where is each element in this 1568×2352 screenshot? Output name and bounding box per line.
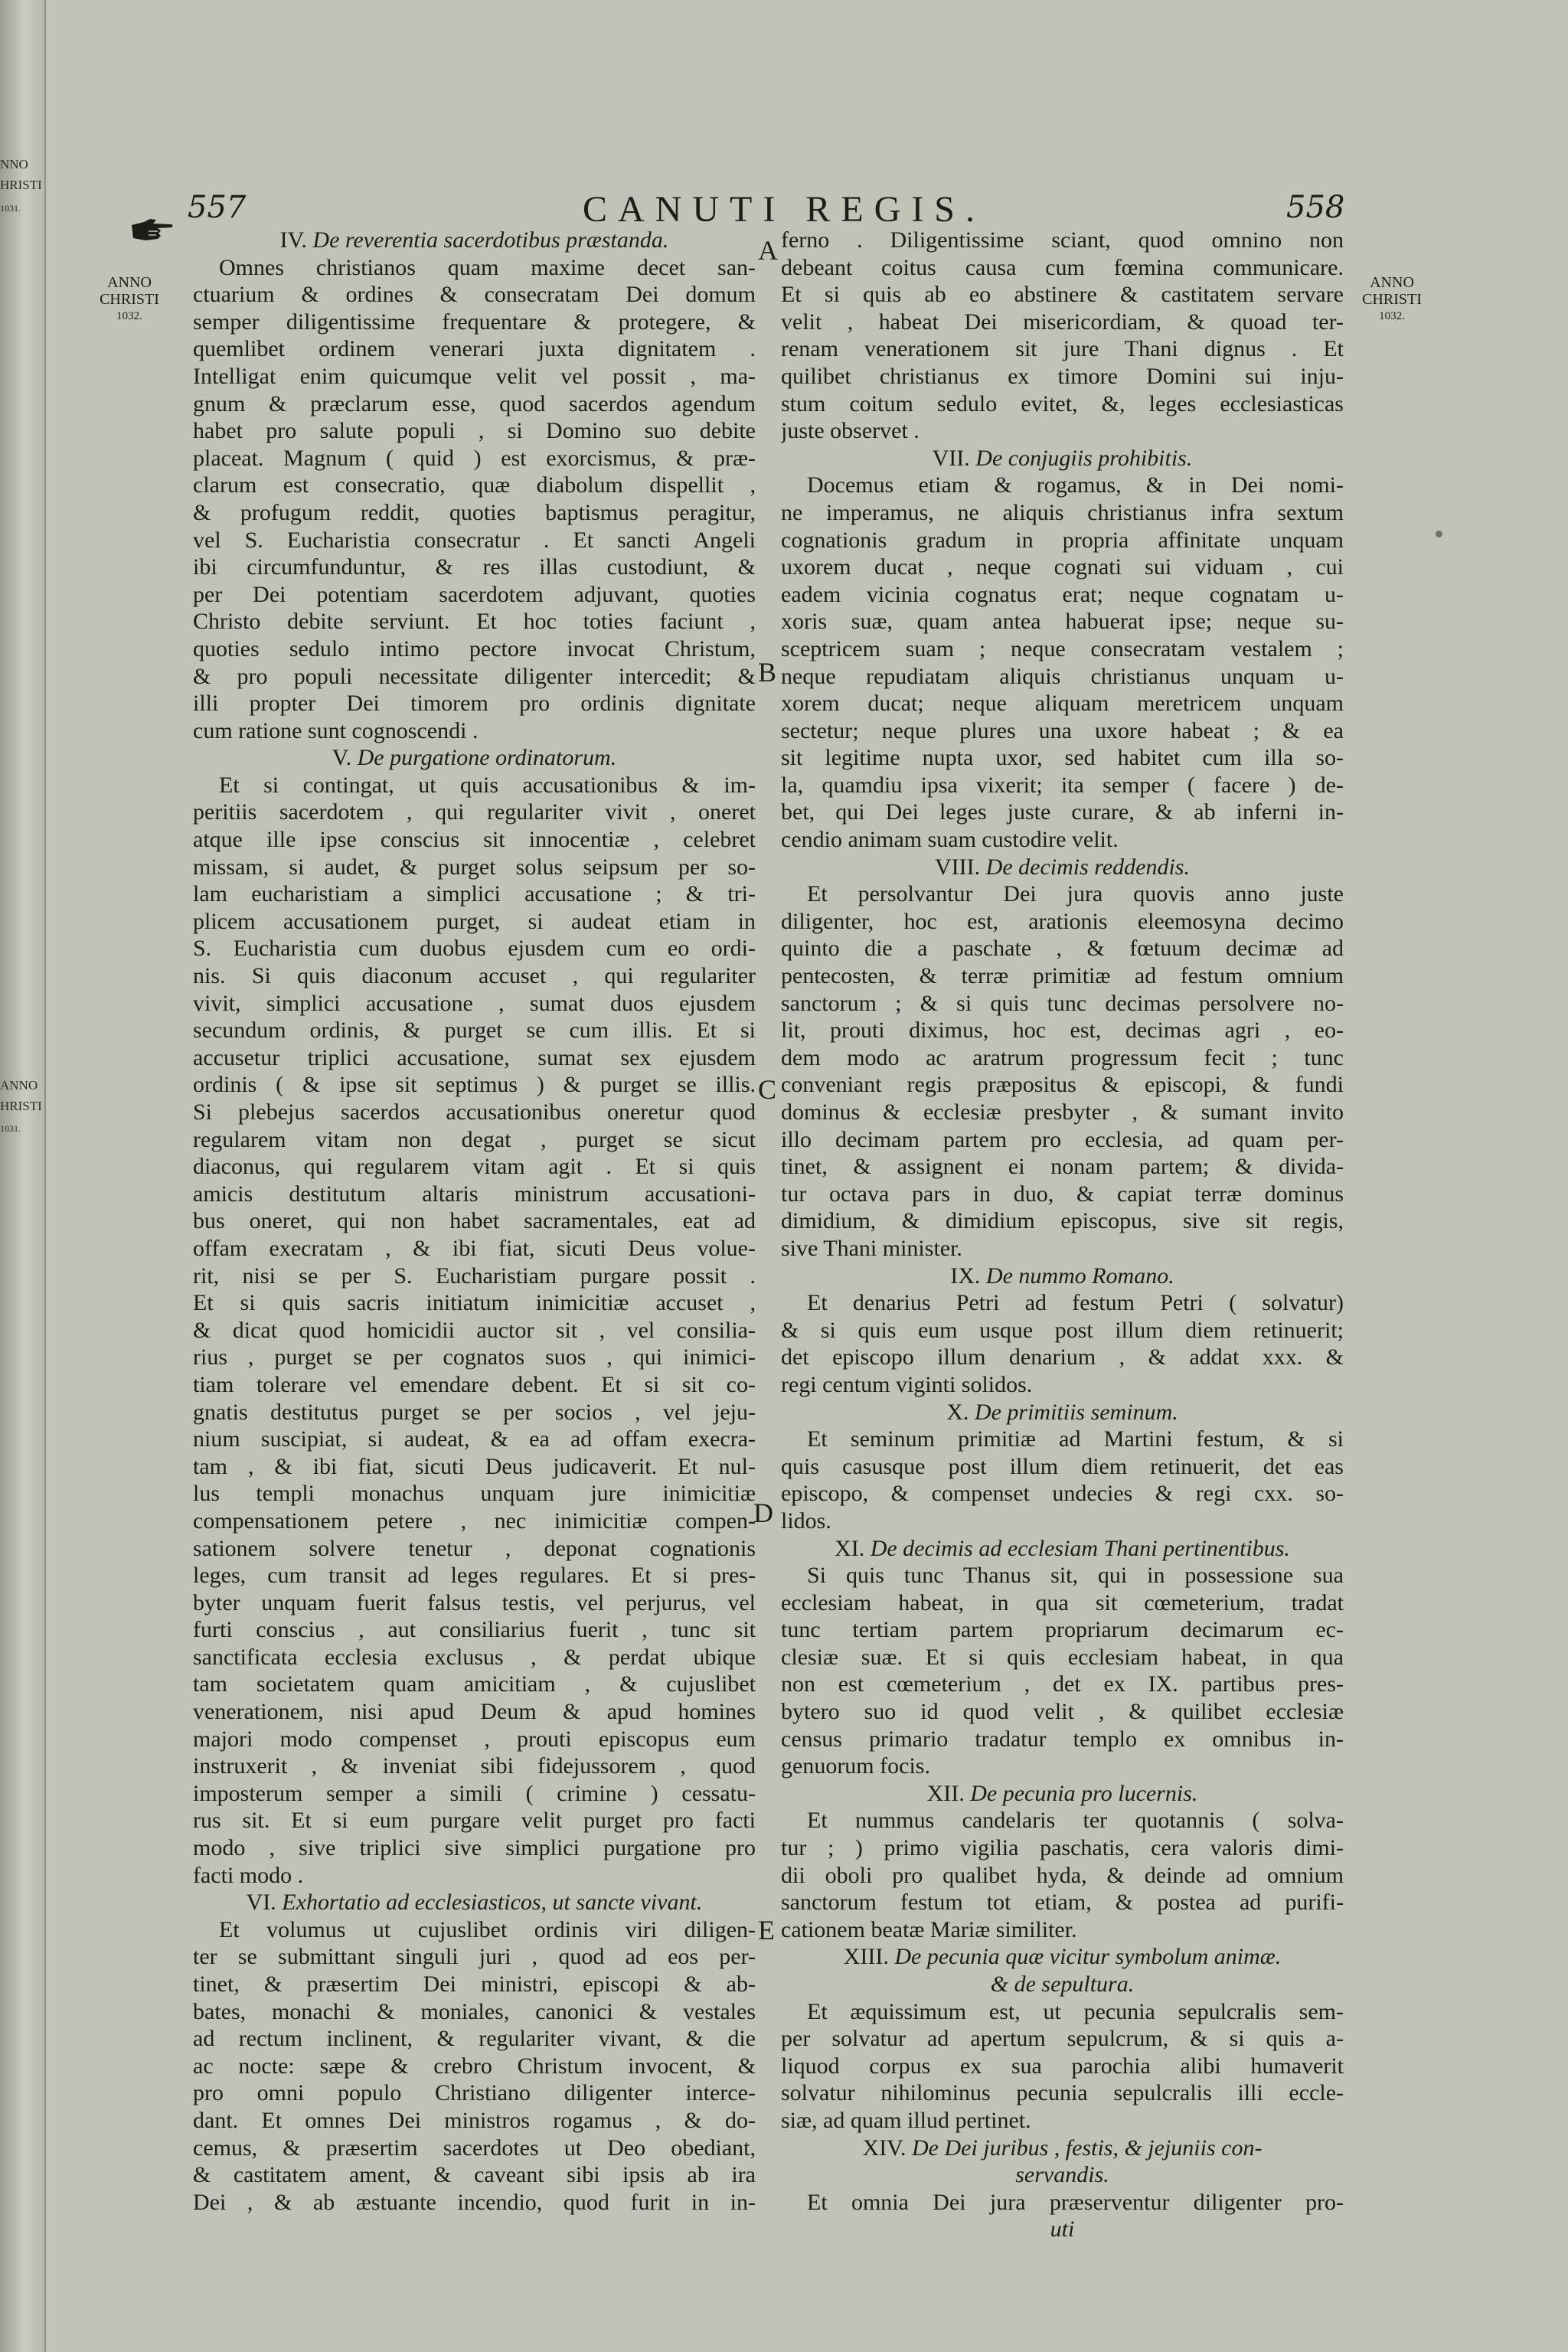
text-line: quilibet christianus ex timore Domini sui inju- <box>781 363 1344 389</box>
text-line: Intelligat enim quicumque velit vel possit , ma- <box>193 363 756 389</box>
text-line: bus oneret, qui non habet sacramentales, eat ad <box>193 1208 756 1234</box>
section-letter: E <box>758 1915 775 1945</box>
edge-note: NNO <box>0 157 28 172</box>
previous-page-edge <box>0 0 46 2352</box>
text-line: quis casusque post illum diem retinuerit, det eas <box>781 1453 1344 1479</box>
text-line: conveniant regis præpositus & episcopi, & fundi <box>781 1072 1344 1098</box>
text-line: quinto die a paschate , & fœtuum decimæ ad <box>781 936 1344 962</box>
text-line: Et persolvantur Dei jura quovis anno juste <box>807 881 1344 907</box>
text-line: sceptricem suam ; neque consecratam vestalem ; <box>781 635 1344 662</box>
text-line: lam eucharistiam a simplici accusatione ; & tri- <box>193 881 756 907</box>
text-line: secundum ordinis, & purget se cum illis. Et si <box>193 1018 756 1044</box>
section-letter: A <box>758 235 778 266</box>
edge-note: HRISTI <box>0 1099 42 1113</box>
text-line: semper diligentissime frequentare & protegere, & <box>193 309 756 335</box>
section-letter: D <box>753 1498 773 1528</box>
text-line: Et si contingat, ut quis accusationibus & im- <box>219 772 756 798</box>
section-heading <box>781 854 1344 881</box>
text-line: sanctorum festum tot etiam, & postea ad purifi- <box>781 1890 1344 1916</box>
text-line: illo decimam partem pro ecclesia, ad quam per- <box>781 1126 1344 1152</box>
text-line: debeant coitus causa cum fœmina communicare. <box>781 254 1344 280</box>
text-line: sectetur; neque plures una uxore habeat ; & ea <box>781 717 1344 743</box>
text-line: lus templi monachus unquam jure inimicitiæ <box>193 1481 756 1507</box>
text-line: Si plebejus sacerdos accusationibus oneretur quod <box>193 1099 756 1125</box>
text-line: clesiæ suæ. Et si quis ecclesiam habeat, in qua <box>781 1644 1344 1670</box>
text-line: dem modo ac aratrum progressum fecit ; tunc <box>781 1044 1344 1070</box>
text-line: det episcopo illum denarium , & addat xxx. & <box>781 1344 1344 1370</box>
text-line: missam, si audet, & purget solus seipsum per so- <box>193 854 756 880</box>
text-line: neque repudiatam aliquis christianus unquam u- <box>781 663 1344 689</box>
text-line: ibi circumfunduntur, & res illas custodiunt, & <box>193 554 756 580</box>
text-line: imposterum semper a simili ( crimine ) cessatu- <box>193 1780 756 1806</box>
text-line: majori modo compenset , prouti episcopus eum <box>193 1726 756 1752</box>
margin-note-year: 1032. <box>116 310 142 322</box>
section-heading <box>781 1263 1344 1290</box>
text-line: ad rectum inclinent, & regulariter vivant, & die <box>193 2026 756 2052</box>
text-line: Et nummus candelaris ter quotannis ( solva- <box>807 1808 1344 1834</box>
text-line: tunc tertiam partem propriarum decimarum ec- <box>781 1617 1344 1643</box>
left-column <box>193 227 756 2216</box>
section-title: servandis. <box>1015 2162 1109 2188</box>
edge-note: 1031. <box>0 203 21 214</box>
text-line: tinet, & assignent ei nonam partem; & divida- <box>781 1154 1344 1180</box>
text-line: tam , & ibi fiat, sicuti Deus judicaverit. Et nul- <box>193 1453 756 1479</box>
text-line: placeat. Magnum ( quid ) est exorcismus, & præ- <box>193 445 756 471</box>
section-heading <box>193 744 756 772</box>
margin-note-line: ANNO <box>107 274 152 291</box>
section-number: X. <box>946 1399 969 1425</box>
text-line: & dicat quod homicidii auctor sit , vel consilia- <box>193 1317 756 1343</box>
section-title: & de sepultura. <box>990 1971 1135 1997</box>
section-number: VII. <box>932 445 970 471</box>
text-line: dimidium, & dimidium episcopus, sive sit regis, <box>781 1208 1344 1234</box>
text-line: gnatis destitutus purget se per socios , vel jeju- <box>193 1399 756 1425</box>
text-line: bates, monachi & moniales, canonici & vestales <box>193 1998 756 2024</box>
edge-note: ANNO <box>0 1078 38 1093</box>
text-line: xorem ducat; neque aliquam meretricem unquam <box>781 691 1344 717</box>
text-line: quemlibet ordinem venerari juxta dignitatem . <box>193 336 756 362</box>
text-line: accusetur triplici accusatione, sumat sex ejusdem <box>193 1044 756 1070</box>
text-line: sanctificata ecclesia exclusus , & perdat ubique <box>193 1644 756 1670</box>
text-line: dant. Et omnes Dei ministros rogamus , & do- <box>193 2107 756 2133</box>
text-line: juste observet . <box>781 418 920 444</box>
section-number: VIII. <box>935 854 981 880</box>
section-title: De primitiis seminum. <box>974 1399 1178 1425</box>
text-line: & si quis eum usque post illum diem retinuerit; <box>781 1317 1344 1343</box>
section-number: XIV. <box>862 2135 906 2161</box>
section-number: IX. <box>950 1263 981 1289</box>
section-number: XIII. <box>843 1944 889 1970</box>
text-line: renam venerationem sit jure Thani dignus . Et <box>781 336 1344 362</box>
text-line: per Dei potentiam sacerdotem adjuvant, quoties <box>193 581 756 607</box>
section-title: De reverentia sacerdotibus præstanda. <box>312 227 669 253</box>
text-line: Docemus etiam & rogamus, & in Dei nomi- <box>807 472 1344 498</box>
text-line: offam execratam , & ibi fiat, sicuti Deus volue- <box>193 1235 756 1261</box>
section-title: uti <box>1050 2216 1075 2243</box>
text-line: vivit, simplici accusatione , sumat duos ejusdem <box>193 990 756 1016</box>
text-line: solvatur nihilominus pecunia sepulcralis illi eccle- <box>781 2080 1344 2106</box>
section-number: IV. <box>279 227 307 253</box>
text-line: dii oboli pro qualibet hyda, & deinde ad omnium <box>781 1862 1344 1888</box>
text-line: ecclesiam habeat, in qua sit cœmeterium, tradat <box>781 1589 1344 1615</box>
text-line: velit , habeat Dei misericordiam, & quoad ter- <box>781 309 1344 335</box>
text-line: tiam tolerare vel emendare debent. Et si sit co- <box>193 1371 756 1397</box>
page-number-right: 558 <box>1286 190 1345 225</box>
text-line: xoris suæ, quam antea habuerat ipse; neque su- <box>781 609 1344 635</box>
text-line: amicis destitutum altaris ministrum accusationi- <box>193 1181 756 1207</box>
section-heading <box>781 1535 1344 1563</box>
text-line: episcopo, & compenset undecies & regi cxx. so- <box>781 1481 1344 1507</box>
text-line: clarum est consecratio, quæ diabolum dispellit , <box>193 472 756 498</box>
text-line: venerationem, nisi apud Deum & apud homines <box>193 1699 756 1725</box>
text-line: la, quamdiu ipsa vixerit; ita semper ( facere ) de- <box>781 772 1344 798</box>
text-line: ctuarium & ordines & consecratam Dei domum <box>193 282 756 308</box>
text-line: Omnes christianos quam maxime decet san- <box>219 254 756 280</box>
page-title: CANUTI REGIS. <box>583 189 985 230</box>
text-line: & profugum reddit, quoties baptismus peragitur, <box>193 499 756 525</box>
text-line: cum ratione sunt cognoscendi . <box>193 717 479 743</box>
section-heading <box>781 1780 1344 1808</box>
section-heading <box>781 445 1344 472</box>
text-line: leges, cum transit ad leges regulares. Et si pres- <box>193 1563 756 1589</box>
text-line: byter unquam fuerit falsus testis, vel perjurus, vel <box>193 1589 756 1615</box>
text-line: liquod corpus ex sua parochia alibi humaverit <box>781 2053 1344 2079</box>
text-line: Et seminum primitiæ ad Martini festum, & si <box>807 1426 1344 1452</box>
section-letter: C <box>758 1074 777 1105</box>
text-line: eadem vicinia cognatus erat; neque cognatam u- <box>781 581 1344 607</box>
text-line: regularem vitam non degat , purget se sicut <box>193 1126 756 1152</box>
text-line: sive Thani minister. <box>781 1235 962 1261</box>
pointing-hand-icon <box>130 217 175 243</box>
section-heading <box>781 2216 1344 2243</box>
section-number: VI. <box>246 1890 276 1916</box>
text-line: & castitatem ament, & caveant sibi ipsis ab ira <box>193 2162 756 2188</box>
text-line: & pro populi necessitate diligenter intercedit; & <box>193 663 756 689</box>
text-line: nium suscipiat, si audeat, & ea ad offam execra- <box>193 1426 756 1452</box>
text-line: ter se submittant singuli juri , quod ad eos per- <box>193 1944 756 1970</box>
text-line: sanctorum ; & si quis tunc decimas persolvere no- <box>781 990 1344 1016</box>
section-title: De pecunia quæ vicitur symbolum animæ. <box>894 1944 1282 1970</box>
section-number: V. <box>332 745 352 771</box>
text-line: Christo debite serviunt. Et hoc toties faciunt , <box>193 609 756 635</box>
text-line: Et si quis ab eo abstinere & castitatem servare <box>781 282 1344 308</box>
text-line: plicem accusationem purget, si audeat etiam in <box>193 908 756 934</box>
section-title: De nummo Romano. <box>985 1263 1174 1289</box>
text-line: cationem beatæ Mariæ similiter. <box>781 1916 1077 1942</box>
text-line: cendio animam suam custodire velit. <box>781 827 1119 853</box>
text-line: modo , sive triplici sive simplici purgatione pro <box>193 1835 756 1861</box>
section-title: De decimis reddendis. <box>985 854 1190 880</box>
section-number: XI. <box>835 1535 865 1561</box>
text-line: ordinis ( & ipse sit septimus ) & purget se illis. <box>193 1072 756 1098</box>
text-line: cemus, & præsertim sacerdotes ut Deo obediant, <box>193 2135 756 2161</box>
edge-note: 1031. <box>0 1123 21 1134</box>
margin-note-line: CHRISTI <box>1362 291 1422 308</box>
text-line: diaconus, qui regularem vitam agit . Et si quis <box>193 1154 756 1180</box>
text-line: stum coitum sedulo evitet, &, leges ecclesiasticas <box>781 390 1344 416</box>
text-line: regi centum viginti solidos. <box>781 1371 1033 1397</box>
section-heading <box>781 1943 1344 1971</box>
text-line: facti modo . <box>193 1862 304 1888</box>
text-line: compensationem petere , nec inimicitiæ compen- <box>193 1508 756 1534</box>
text-line: per solvatur ad apertum sepulcrum, & si quis a- <box>781 2026 1344 2052</box>
text-line: sationem solvere tenetur , deponat cognationis <box>193 1535 756 1561</box>
text-line: cognationis gradum in propria affinitate unquam <box>781 527 1344 553</box>
section-heading <box>781 2161 1344 2189</box>
text-line: furti conscius , aut consiliarius fuerit , tunc sit <box>193 1617 756 1643</box>
text-line: bet, qui Dei leges juste curare, & ab inferni in- <box>781 799 1344 825</box>
text-line: genuorum focis. <box>781 1753 930 1779</box>
text-line: ac nocte: sæpe & crebro Christum invocent, & <box>193 2053 756 2079</box>
margin-note-year: 1032. <box>1379 310 1405 322</box>
text-line: Et si quis sacris initiatum inimicitiæ accuset , <box>193 1290 756 1316</box>
text-line: pro omni populo Christiano diligenter interce- <box>193 2080 756 2106</box>
text-line: ne imperamus, ne aliquis christianus infra sextum <box>781 499 1344 525</box>
text-line: tam societatem quam amicitiam , & cujuslibet <box>193 1671 756 1697</box>
text-line: rit, nisi se per S. Eucharistiam purgare possit . <box>193 1263 756 1289</box>
text-line: illi propter Dei timorem pro ordinis dignitate <box>193 691 756 717</box>
section-title: De conjugiis prohibitis. <box>975 445 1193 471</box>
text-line: Et denarius Petri ad festum Petri ( solvatur) <box>807 1290 1344 1316</box>
section-title: De Dei juribus , festis, & jejuniis con- <box>911 2135 1263 2161</box>
text-line: S. Eucharistia cum duobus ejusdem cum eo ordi- <box>193 936 756 962</box>
text-line: bytero suo id quod velit , & quilibet ecclesiæ <box>781 1699 1344 1725</box>
text-line: diligenter, hoc est, arationis eleemosyna decimo <box>781 908 1344 934</box>
text-line: rius , purget se per cognatos suos , qui inimici- <box>193 1344 756 1370</box>
text-line: quoties sedulo intimo pectore invocat Christum, <box>193 635 756 662</box>
section-title: De decimis ad ecclesiam Thani pertinentibus. <box>870 1535 1290 1561</box>
text-line: pentecosten, & terræ primitiæ ad festum omnium <box>781 963 1344 989</box>
text-line: peritiis sacerdotem , qui regulariter vivit , oneret <box>193 799 756 825</box>
page-number-left: 557 <box>188 190 247 225</box>
text-line: tinet, & præsertim Dei ministri, episcopi & ab- <box>193 1971 756 1997</box>
margin-note-line: ANNO <box>1370 274 1414 291</box>
text-line: dominus & ecclesiæ presbyter , & sumant invito <box>781 1099 1344 1125</box>
text-line: tur octava pars in duo, & capiat terræ dominus <box>781 1181 1344 1207</box>
text-line: siæ, ad quam illud pertinet. <box>781 2107 1031 2133</box>
text-line: Et volumus ut cujuslibet ordinis viri diligen- <box>219 1916 756 1942</box>
text-line: rus sit. Et si eum purgare velit purget pro facti <box>193 1808 756 1834</box>
section-title: Exhortatio ad ecclesiasticos, ut sancte vivant. <box>282 1890 703 1916</box>
section-heading <box>781 1399 1344 1426</box>
section-heading <box>781 2135 1344 2162</box>
text-line: Et omnia Dei jura præserventur diligenter pro- <box>807 2189 1344 2215</box>
text-line: nis. Si quis diaconum accuset , qui regulariter <box>193 963 756 989</box>
right-column <box>781 227 1344 2243</box>
paper-speck <box>1436 531 1442 537</box>
section-heading <box>193 1889 756 1916</box>
edge-note: HRISTI <box>0 178 42 192</box>
section-number: XII. <box>926 1780 965 1806</box>
section-heading <box>193 227 756 254</box>
text-line: lit, prouti diximus, hoc est, decimas agri , eo- <box>781 1018 1344 1044</box>
margin-note-left <box>87 274 172 325</box>
text-line: tur ; ) primo vigilia paschatis, cera valoris dimi- <box>781 1835 1344 1861</box>
text-line: vel S. Eucharistia consecratur . Et sancti Angeli <box>193 527 756 553</box>
margin-note-line: CHRISTI <box>100 291 159 308</box>
section-letter: B <box>758 657 777 688</box>
section-heading <box>781 1971 1344 1998</box>
text-line: atque ille ipse conscius sit innocentiæ , celebret <box>193 827 756 853</box>
text-line: lidos. <box>781 1508 831 1534</box>
text-line: instruxerit , & inveniat sibi fidejussorem , quod <box>193 1753 756 1779</box>
text-line: gnum & præclarum esse, quod sacerdos agendum <box>193 390 756 416</box>
section-title: De purgatione ordinatorum. <box>357 745 617 771</box>
text-line: Et æquissimum est, ut pecunia sepulcralis sem- <box>807 1998 1344 2024</box>
section-title: De pecunia pro lucernis. <box>970 1780 1198 1806</box>
text-line: Dei , & ab æstuante incendio, quod furit in in- <box>193 2189 756 2215</box>
text-line: sit legitime nupta uxor, sed habitet cum illa so- <box>781 745 1344 771</box>
text-line: ferno . Diligentissime sciant, quod omnino non <box>781 227 1344 253</box>
text-line: census primario tradatur templo ex omnibus in- <box>781 1726 1344 1752</box>
text-line: habet pro salute populi , si Domino suo debite <box>193 418 756 444</box>
text-line: uxorem ducat , neque cognati sui viduam , cui <box>781 554 1344 580</box>
margin-note-right <box>1350 274 1434 325</box>
text-line: Si quis tunc Thanus sit, qui in possessione sua <box>807 1563 1344 1589</box>
text-line: non est cœmeterium , det ex IX. partibus pres- <box>781 1671 1344 1697</box>
